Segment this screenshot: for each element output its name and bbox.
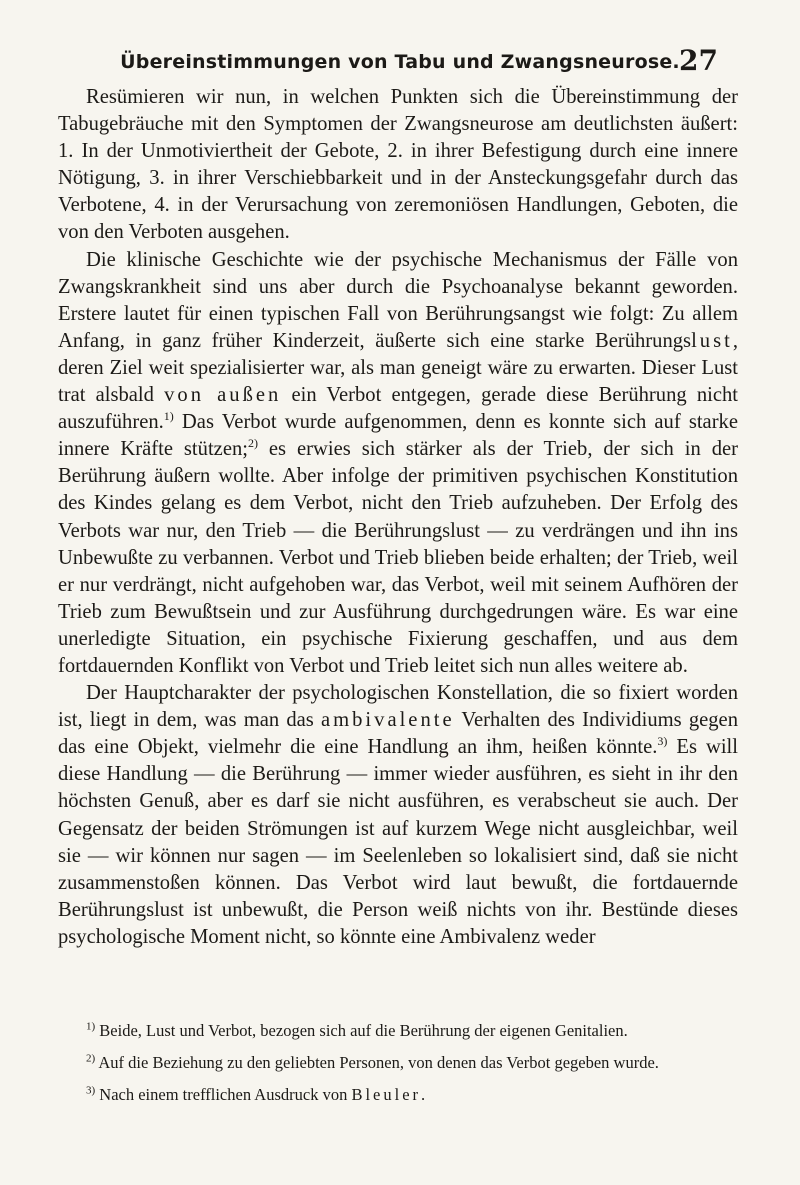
footnote-ref-2: 2) <box>247 436 258 451</box>
text-run: ein Verbot entgegen, gerade diese Berührung nicht auszuführen. <box>58 384 738 434</box>
emphasis-lust: lust <box>691 329 733 352</box>
paragraph-1: Resümieren wir nun, in welchen Punkten sich die Übereinstimmung der Tabugebräuche mit den Symptomen der Zwangsneurose am deutlichsten äußert: 1. In der Unmotiviertheit der Gebote, 2. in ihrer Befestigung durch eine innere Nötigung, 3. in ihrer Verschiebbarkeit und in der Ansteckungsgefahr durch das Verbotene, 4. in der Verursachung von zeremoniösen Handlungen, Geboten, die von den Verboten ausgehen. <box>58 86 738 244</box>
footnote-text: Nach einem trefflichen Ausdruck von <box>95 1085 352 1104</box>
text-run: Der Hauptcharakter der psychologischen Konstellation, die so fixiert worden ist, liegt in dem, was man das <box>58 682 738 732</box>
footnote-ref-1: 1) <box>163 409 174 424</box>
footnote-ref-3: 3) <box>657 734 668 749</box>
text-run: Die klinische Geschichte wie der psychische Mechanismus der Fälle von Zwangskrankheit sind uns aber durch die Psychoanalyse bekannt geworden. Erstere lautet für einen typischen Fall von Berührungsangst wie folgt: Zu allem Anfang, in ganz früher Kinderzeit, äußerte sich eine starke Berührungs <box>58 248 738 352</box>
running-title: Übereinstimmungen von Tabu und Zwangsneurose. <box>120 51 680 73</box>
footnote-mark: 3) <box>86 1084 96 1097</box>
page-number: 27 <box>679 44 718 77</box>
text-run: Verhalten des Individiums gegen das eine Objekt, vielmehr die eine Handlung an ihm, heißen könnte. <box>58 709 738 759</box>
footnote-text: Beide, Lust und Verbot, bezogen sich auf die Berührung der eigenen Genitalien. <box>95 1021 628 1040</box>
footnotes <box>58 1020 738 1116</box>
footnote-1 <box>58 1020 738 1042</box>
paragraph-3 <box>58 680 738 951</box>
text-run: es erwies sich stärker als der Trieb, der sich in der Berührung äußern wollte. Aber infolge der primitiven psychischen Konstitution des Kindes gelang es dem Verbot, nicht den Trieb aufzuheben. Der Erfolg des Verbots war nur, den Trieb — die Berührungslust — zu verdrängen und ihn ins Unbewußte zu verbannen. Verbot und Trieb blieben beide erhalten; der Trieb, weil er nur verdrängt, nicht aufgehoben war, das Verbot, weil mit seinem Aufhören der Trieb zum Bewußtsein und zur Ausführung durchgedrungen wäre. Es war eine unerledigte Situation, ein psychische Fixierung geschaffen, und aus dem fortdauernden Konflikt von Verbot und Trieb leitet sich nun alles weitere ab. <box>58 438 738 677</box>
text-run: , deren Ziel weit spezialisierter war, als man geneigt wäre zu erwarten. Dieser Lust trat alsbald <box>58 329 738 407</box>
emphasis-von-aussen: von außen <box>164 384 282 407</box>
author-name: Bleuler <box>351 1085 422 1104</box>
footnote-mark: 2) <box>86 1052 96 1065</box>
text-run: Das Verbot wurde aufgenommen, denn es konnte sich auf starke innere Kräfte stützen; <box>58 411 738 461</box>
emphasis-ambivalente: ambivalente <box>320 709 455 732</box>
running-header <box>60 42 740 82</box>
footnote-text: Auf die Beziehung zu den geliebten Personen, von denen das Verbot gegeben wurde. <box>95 1053 659 1072</box>
footnote-2 <box>58 1052 738 1074</box>
paragraph-2 <box>58 247 738 681</box>
body-text <box>58 84 738 951</box>
footnote-end: . <box>421 1085 426 1104</box>
footnote-3 <box>58 1084 738 1106</box>
text-run: Es will diese Handlung — die Berührung — immer wieder ausführen, es sieht in ihr den höchsten Genuß, aber es darf sie nicht ausführen, es verabscheut sie auch. Der Gegensatz der beiden Strömungen ist auf kurzem Wege nicht ausgleichbar, weil sie — wir können nur sagen — im Seelenleben so lokalisiert sind, daß sie nicht zusammenstoßen können. Das Verbot wird laut bewußt, die fortdauernde Berührungslust ist unbewußt, die Person weiß nichts von ihr. Bestünde dieses psychologische Moment nicht, so könnte eine Ambivalenz weder <box>58 736 738 948</box>
footnote-mark: 1) <box>86 1020 96 1033</box>
